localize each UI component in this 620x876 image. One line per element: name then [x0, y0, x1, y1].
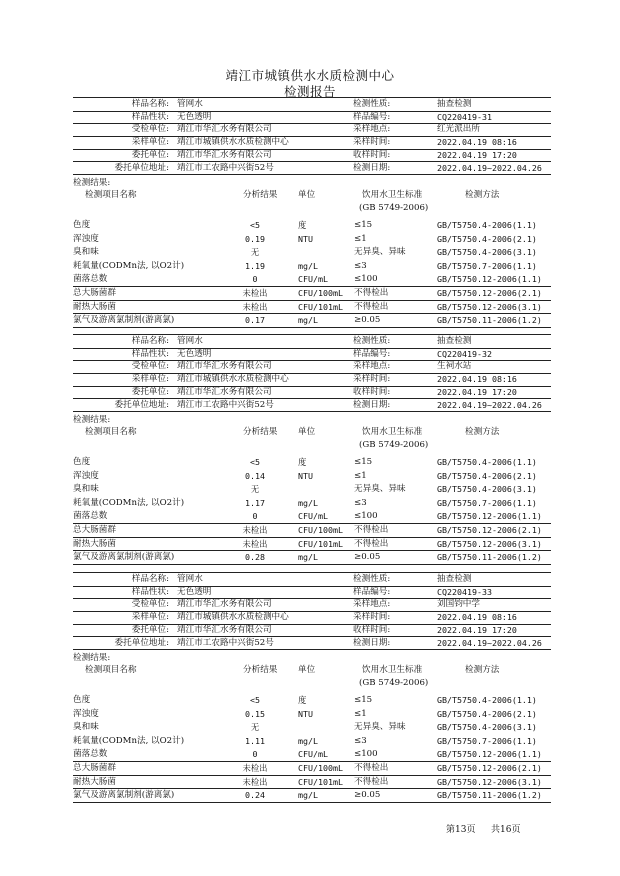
sample-state-label: 样品性状: [131, 348, 169, 359]
result-value: 未检出 [242, 301, 268, 312]
col-std-header: 饮用水卫生标准 [362, 665, 423, 675]
result-method: GB/T5750.4-2006(2.1) [437, 708, 537, 719]
test-date-label: 检测日期: [353, 399, 391, 410]
sample-no-value: CQ220419-32 [437, 348, 492, 359]
receive-time-label: 收样时间: [353, 149, 391, 160]
result-unit: mg/L [298, 260, 318, 271]
result-method: GB/T5750.12-2006(1.1) [437, 274, 542, 285]
test-nature-value: 抽查检测 [437, 99, 472, 109]
result-item: 浑浊度 [73, 470, 99, 481]
result-unit: 度 [298, 695, 307, 705]
col-result-header: 分析结果 [243, 427, 278, 437]
result-unit: mg/L [298, 790, 318, 801]
result-item: 菌落总数 [73, 511, 108, 522]
result-item: 氯气及游离氯制剂(游离氯) [73, 315, 175, 326]
result-unit: CFU/mL [298, 511, 328, 522]
result-standard: ≤1 [354, 708, 367, 719]
result-method: GB/T5750.12-2006(3.1) [437, 301, 542, 312]
col-std-ref-header: (GB 5749-2006) [359, 203, 429, 213]
result-unit: CFU/mL [298, 274, 328, 285]
result-unit: CFU/100mL [298, 525, 343, 535]
receive-time-value: 2022.04.19 17:20 [437, 624, 517, 635]
result-value: 0.15 [245, 708, 265, 719]
col-item-header: 检测项目名称 [85, 665, 137, 675]
result-standard: ≥0.05 [354, 552, 381, 563]
result-value: 0.24 [245, 790, 265, 801]
result-row-rule [73, 327, 551, 328]
result-item: 臭和味 [73, 484, 99, 495]
result-value: 未检出 [242, 525, 268, 535]
sample-no-label: 样品编号: [353, 348, 391, 359]
delegate-address-label: 委托单位地址: [114, 162, 169, 173]
result-item: 氯气及游离氯制剂(游离氯) [73, 790, 175, 801]
sample-state-value: 无色透明 [177, 586, 212, 597]
sample-no-value: CQ220419-33 [437, 586, 492, 597]
result-method: GB/T5750.11-2006(1.2) [437, 790, 542, 801]
col-unit-header: 单位 [298, 190, 316, 200]
page-total: 共16页 [491, 825, 521, 835]
report-title: 检测报告 [283, 84, 336, 99]
result-value: 0.17 [245, 315, 265, 326]
result-item: 菌落总数 [73, 274, 108, 285]
result-standard: ≥0.05 [354, 315, 381, 326]
test-date-value: 2022.04.19~2022.04.26 [437, 162, 542, 173]
sample-name-value: 管网水 [177, 574, 203, 584]
result-unit: mg/L [298, 735, 318, 746]
result-item: 色度 [73, 220, 91, 230]
result-value: <5 [250, 220, 260, 230]
result-item: 臭和味 [73, 722, 99, 733]
result-standard: 不得检出 [354, 525, 389, 535]
sampling-time-value: 2022.04.19 08:16 [437, 612, 517, 623]
result-value: 0 [252, 749, 258, 760]
col-unit-header: 单位 [298, 427, 316, 437]
result-row-rule [73, 564, 551, 565]
result-item: 臭和味 [73, 247, 99, 258]
result-unit: 度 [298, 457, 307, 467]
sample-state-label: 样品性状: [131, 111, 169, 122]
sampling-site-label: 采样地点: [353, 124, 391, 135]
result-value: 未检出 [242, 776, 268, 787]
receive-time-label: 收样时间: [353, 624, 391, 635]
results-label: 检测结果: [73, 653, 111, 663]
delegate-value: 靖江市华汇水务有限公司 [177, 386, 272, 397]
result-method: GB/T5750.4-2006(3.1) [437, 247, 537, 258]
sample-name-label: 样品名称: [131, 99, 169, 109]
sample-state-label: 样品性状: [131, 586, 169, 597]
sampling-time-value: 2022.04.19 08:16 [437, 137, 517, 148]
col-method-header: 检测方法 [465, 190, 500, 200]
result-unit: mg/L [298, 552, 318, 563]
col-method-header: 检测方法 [465, 427, 500, 437]
result-standard: ≤1 [354, 470, 367, 481]
sample-name-value: 管网水 [177, 99, 203, 109]
result-unit: CFU/101mL [298, 776, 343, 787]
result-method: GB/T5750.12-2006(3.1) [437, 538, 542, 549]
result-standard: ≤15 [354, 695, 373, 705]
test-nature-value: 抽查检测 [437, 574, 472, 584]
result-item: 耗氧量(CODMn法, 以O2计) [73, 735, 185, 746]
result-standard: 无异臭、异味 [354, 247, 406, 258]
sample-no-label: 样品编号: [353, 586, 391, 597]
sampling-site-label: 采样地点: [353, 599, 391, 610]
result-value: 0.19 [245, 233, 265, 244]
receive-time-label: 收样时间: [353, 386, 391, 397]
delegate-address-value: 靖江市工农路中兴街52号 [177, 162, 274, 173]
result-row-rule [73, 802, 551, 803]
result-method: GB/T5750.12-2006(2.1) [437, 525, 542, 535]
delegate-label: 委托单位: [131, 386, 169, 397]
result-unit: CFU/101mL [298, 301, 343, 312]
result-value: 1.11 [245, 735, 265, 746]
col-item-header: 检测项目名称 [85, 190, 137, 200]
result-item: 总大肠菌群 [73, 525, 116, 535]
result-item: 耐热大肠菌 [73, 776, 116, 787]
sampling-site-value: 生祠水站 [437, 361, 472, 372]
sampler-value: 靖江市城镇供水水质检测中心 [177, 374, 289, 385]
result-method: GB/T5750.4-2006(2.1) [437, 470, 537, 481]
result-unit: NTU [298, 708, 313, 719]
client-label: 受检单位: [131, 361, 169, 372]
sampling-time-label: 采样时间: [353, 137, 391, 148]
sampling-site-value: 刘国钧中学 [437, 599, 480, 610]
result-method: GB/T5750.12-2006(2.1) [437, 763, 542, 773]
sample-state-value: 无色透明 [177, 111, 212, 122]
client-label: 受检单位: [131, 599, 169, 610]
result-standard: 不得检出 [354, 763, 389, 773]
delegate-value: 靖江市华汇水务有限公司 [177, 149, 272, 160]
sampling-site-value: 红光派出所 [437, 124, 480, 135]
result-value: 未检出 [242, 288, 268, 298]
delegate-label: 委托单位: [131, 149, 169, 160]
result-item: 耐热大肠菌 [73, 538, 116, 549]
sampler-value: 靖江市城镇供水水质检测中心 [177, 137, 289, 148]
result-item: 总大肠菌群 [73, 763, 116, 773]
result-method: GB/T5750.12-2006(1.1) [437, 511, 542, 522]
client-value: 靖江市华汇水务有限公司 [177, 124, 272, 135]
sample-section [73, 334, 551, 567]
test-nature-value: 抽查检测 [437, 336, 472, 346]
result-value: <5 [250, 457, 260, 467]
info-row-rule [73, 174, 551, 175]
result-method: GB/T5750.4-2006(1.1) [437, 695, 537, 705]
result-item: 菌落总数 [73, 749, 108, 760]
result-item: 耗氧量(CODMn法, 以O2计) [73, 497, 185, 508]
report-org-title: 靖江市城镇供水水质检测中心 [225, 68, 395, 83]
result-value: 1.17 [245, 497, 265, 508]
result-value: 无 [250, 722, 260, 733]
result-standard: ≥0.05 [354, 790, 381, 801]
sample-name-label: 样品名称: [131, 336, 169, 346]
test-nature-label: 检测性质: [353, 574, 391, 584]
result-method: GB/T5750.7-2006(1.1) [437, 735, 537, 746]
result-value: <5 [250, 695, 260, 705]
delegate-address-label: 委托单位地址: [114, 399, 169, 410]
sample-section [73, 572, 551, 805]
sampling-site-label: 采样地点: [353, 361, 391, 372]
col-unit-header: 单位 [298, 665, 316, 675]
result-unit: CFU/101mL [298, 538, 343, 549]
result-unit: 度 [298, 220, 307, 230]
sampler-label: 采样单位: [131, 137, 169, 148]
result-unit: NTU [298, 233, 313, 244]
test-date-value: 2022.04.19~2022.04.26 [437, 637, 542, 648]
result-item: 耐热大肠菌 [73, 301, 116, 312]
col-std-ref-header: (GB 5749-2006) [359, 678, 429, 688]
test-date-value: 2022.04.19~2022.04.26 [437, 399, 542, 410]
result-unit: mg/L [298, 497, 318, 508]
result-method: GB/T5750.11-2006(1.2) [437, 552, 542, 563]
result-method: GB/T5750.4-2006(1.1) [437, 457, 537, 467]
result-standard: ≤100 [354, 511, 378, 522]
sampling-time-label: 采样时间: [353, 374, 391, 385]
sampling-time-value: 2022.04.19 08:16 [437, 374, 517, 385]
sample-no-value: CQ220419-31 [437, 111, 492, 122]
result-standard: ≤15 [354, 457, 373, 467]
result-standard: 不得检出 [354, 288, 389, 298]
result-standard: ≤15 [354, 220, 373, 230]
info-row-rule [73, 649, 551, 650]
result-method: GB/T5750.12-2006(2.1) [437, 288, 542, 298]
client-label: 受检单位: [131, 124, 169, 135]
test-date-label: 检测日期: [353, 637, 391, 648]
col-std-ref-header: (GB 5749-2006) [359, 440, 429, 450]
result-method: GB/T5750.11-2006(1.2) [437, 315, 542, 326]
result-value: 0 [252, 274, 258, 285]
result-value: 0.14 [245, 470, 265, 481]
result-unit: NTU [298, 470, 313, 481]
result-standard: ≤100 [354, 749, 378, 760]
sample-section [73, 97, 551, 330]
sampler-label: 采样单位: [131, 612, 169, 623]
result-value: 未检出 [242, 538, 268, 549]
result-item: 浑浊度 [73, 233, 99, 244]
result-standard: 不得检出 [354, 301, 389, 312]
client-value: 靖江市华汇水务有限公司 [177, 599, 272, 610]
result-standard: ≤1 [354, 233, 367, 244]
result-standard: 不得检出 [354, 776, 389, 787]
result-unit: CFU/100mL [298, 288, 343, 298]
sampler-value: 靖江市城镇供水水质检测中心 [177, 612, 289, 623]
result-unit: mg/L [298, 315, 318, 326]
sampling-time-label: 采样时间: [353, 612, 391, 623]
page-number: 第13页 [446, 825, 476, 835]
result-method: GB/T5750.4-2006(3.1) [437, 484, 537, 495]
col-std-header: 饮用水卫生标准 [362, 427, 423, 437]
result-standard: ≤3 [354, 497, 367, 508]
delegate-label: 委托单位: [131, 624, 169, 635]
sample-no-label: 样品编号: [353, 111, 391, 122]
result-standard: ≤3 [354, 735, 367, 746]
result-method: GB/T5750.7-2006(1.1) [437, 260, 537, 271]
sample-state-value: 无色透明 [177, 348, 212, 359]
col-result-header: 分析结果 [243, 190, 278, 200]
result-method: GB/T5750.4-2006(1.1) [437, 220, 537, 230]
result-value: 无 [250, 484, 260, 495]
result-method: GB/T5750.7-2006(1.1) [437, 497, 537, 508]
result-value: 未检出 [242, 763, 268, 773]
result-unit: CFU/100mL [298, 763, 343, 773]
result-standard: 无异臭、异味 [354, 484, 406, 495]
result-standard: ≤100 [354, 274, 378, 285]
col-item-header: 检测项目名称 [85, 427, 137, 437]
result-item: 氯气及游离氯制剂(游离氯) [73, 552, 175, 563]
result-item: 色度 [73, 457, 91, 467]
result-standard: 不得检出 [354, 538, 389, 549]
sample-name-value: 管网水 [177, 336, 203, 346]
col-method-header: 检测方法 [465, 665, 500, 675]
results-label: 检测结果: [73, 178, 111, 188]
receive-time-value: 2022.04.19 17:20 [437, 386, 517, 397]
delegate-address-label: 委托单位地址: [114, 637, 169, 648]
delegate-address-value: 靖江市工农路中兴街52号 [177, 399, 274, 410]
result-value: 1.19 [245, 260, 265, 271]
result-method: GB/T5750.4-2006(3.1) [437, 722, 537, 733]
result-item: 浑浊度 [73, 708, 99, 719]
sampler-label: 采样单位: [131, 374, 169, 385]
col-std-header: 饮用水卫生标准 [362, 190, 423, 200]
sample-name-label: 样品名称: [131, 574, 169, 584]
receive-time-value: 2022.04.19 17:20 [437, 149, 517, 160]
test-date-label: 检测日期: [353, 162, 391, 173]
result-value: 0.28 [245, 552, 265, 563]
result-standard: ≤3 [354, 260, 367, 271]
delegate-address-value: 靖江市工农路中兴街52号 [177, 637, 274, 648]
result-standard: 无异臭、异味 [354, 722, 406, 733]
test-nature-label: 检测性质: [353, 99, 391, 109]
result-method: GB/T5750.4-2006(2.1) [437, 233, 537, 244]
result-item: 色度 [73, 695, 91, 705]
result-item: 总大肠菌群 [73, 288, 116, 298]
result-item: 耗氧量(CODMn法, 以O2计) [73, 260, 185, 271]
test-nature-label: 检测性质: [353, 336, 391, 346]
delegate-value: 靖江市华汇水务有限公司 [177, 624, 272, 635]
client-value: 靖江市华汇水务有限公司 [177, 361, 272, 372]
result-method: GB/T5750.12-2006(1.1) [437, 749, 542, 760]
info-row-rule [73, 411, 551, 412]
result-method: GB/T5750.12-2006(3.1) [437, 776, 542, 787]
result-value: 0 [252, 511, 258, 522]
results-label: 检测结果: [73, 415, 111, 425]
col-result-header: 分析结果 [243, 665, 278, 675]
result-value: 无 [250, 247, 260, 258]
result-unit: CFU/mL [298, 749, 328, 760]
